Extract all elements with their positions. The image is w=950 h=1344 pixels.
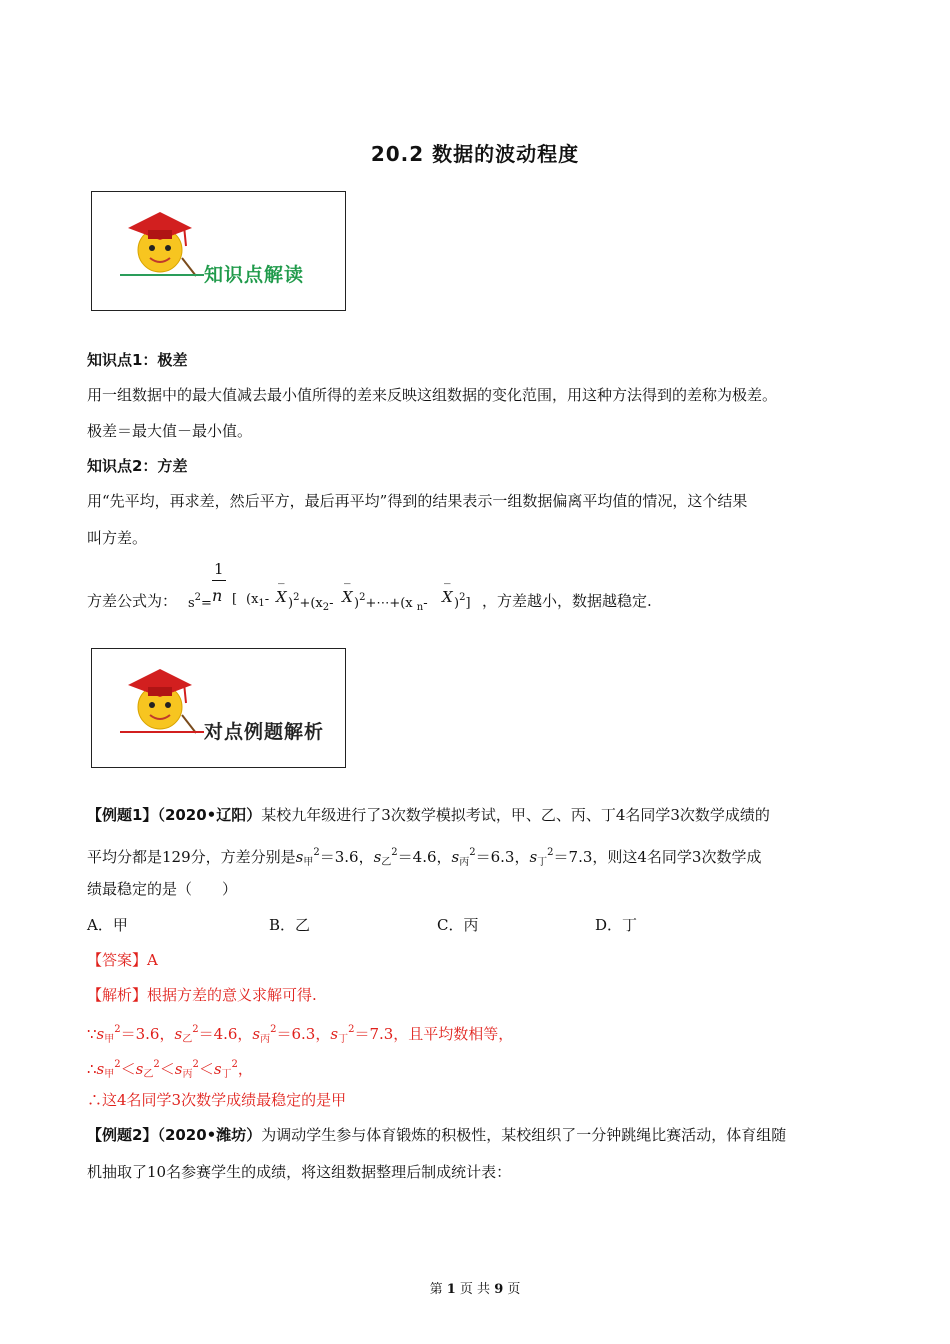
variance-formula: 1 n $s^2=$ [ ($x_1-$ _ X )$^2+(x_2-$ _ X )$^2$+⋯+(x $_n$- _ X )$^2$] [188, 560, 471, 613]
example-1-answer: 【答案】A [87, 951, 158, 969]
step-1-suffix: ，且平均数相等， [393, 1025, 514, 1043]
banner-label: 知识点解读 [204, 264, 305, 286]
page-footer [0, 1278, 950, 1297]
knowledge-1-heading: 知识点1：极差 [87, 351, 188, 369]
example-2-line-2: 机抽取了10名参赛学生的成绩，将这组数据整理后制成统计表： [87, 1163, 512, 1181]
example-1-source: （2020•辽阳） [157, 806, 262, 824]
example-1-step-2: $\therefore s_甲^2<s_乙^2<s_丙^2<s_丁^2$， [87, 1059, 253, 1080]
footer-suffix: 页 [507, 1282, 521, 1297]
example-1-line-3: 绩最稳定的是（ ） [87, 880, 238, 898]
example-1-options [87, 914, 787, 936]
section-banner-examples [91, 648, 346, 768]
example-1-text-2b: ，则这4名同学3次数学成 [592, 848, 762, 866]
example-1-line-2 [87, 842, 761, 874]
banner-label: 对点例题解析 [204, 721, 325, 743]
knowledge-2-text-2: 叫方差。 [87, 529, 148, 547]
example-1-conclusion: ∴这4名同学3次数学成绩最稳定的是甲 [87, 1091, 347, 1109]
current-page: 1 [446, 1282, 456, 1297]
formula-suffix: ，方差越小，数据越稳定. [482, 592, 652, 610]
variance-formula-line [87, 590, 177, 612]
option-c: C．丙 [437, 916, 479, 934]
example-2-line-1 [87, 1124, 786, 1146]
knowledge-1-text: 用一组数据中的最大值减去最小值所得的差来反映这组数据的变化范围，用这种方法得到的差称为极差。 [87, 386, 778, 404]
knowledge-1-formula: 极差＝最大值－最小值。 [87, 422, 253, 440]
knowledge-2-text-1: 用“先平均，再求差，然后平方，最后再平均”得到的结果表示一组数据偏离平均值的情况，这个结果 [87, 492, 748, 510]
banner-underline [120, 274, 204, 276]
example-1-tag: 【例题1】 [87, 806, 158, 824]
banner-underline [120, 731, 204, 733]
example-2-tag: 【例题2】 [87, 1126, 158, 1144]
option-b: B．乙 [269, 916, 311, 934]
footer-prefix: 第 [429, 1282, 443, 1297]
footer-mid: 页 共 [459, 1282, 491, 1297]
option-a: A．甲 [87, 916, 128, 934]
page-title: 20.2 数据的波动程度 [370, 142, 580, 166]
example-1-step-1: $\because s_甲^2=3.6$，$s_乙^2=4.6$，$s_丙^2=6.3$，$s_丁^2=7.3$，且平均数相等， [87, 1024, 514, 1045]
section-banner-knowledge [91, 191, 346, 311]
formula-prefix: 方差公式为： [87, 592, 178, 610]
example-2-text: 为调动学生参与体育锻炼的积极性，某校组织了一分钟跳绳比赛活动，体育组随 [261, 1126, 787, 1144]
example-1-analysis: 【解析】根据方差的意义求解可得. [87, 986, 317, 1004]
total-pages: 9 [494, 1282, 504, 1297]
example-1-line-1 [87, 804, 770, 826]
graduation-mascot-icon [120, 206, 200, 278]
graduation-mascot-icon [120, 663, 200, 735]
knowledge-2-heading: 知识点2：方差 [87, 457, 188, 475]
option-d: D．丁 [595, 916, 638, 934]
example-1-text-2a: 平均分都是129分，方差分别是 [87, 848, 296, 866]
example-2-source: （2020•潍坊） [157, 1126, 262, 1144]
variance-values: $s_甲^2=3.6$，$s_乙^2=4.6$，$s_丙^2=6.3$，$s_丁^2=7.3$ [295, 847, 593, 868]
example-1-text: 某校九年级进行了3次数学模拟考试，甲、乙、丙、丁4名同学3次数学成绩的 [261, 806, 770, 824]
